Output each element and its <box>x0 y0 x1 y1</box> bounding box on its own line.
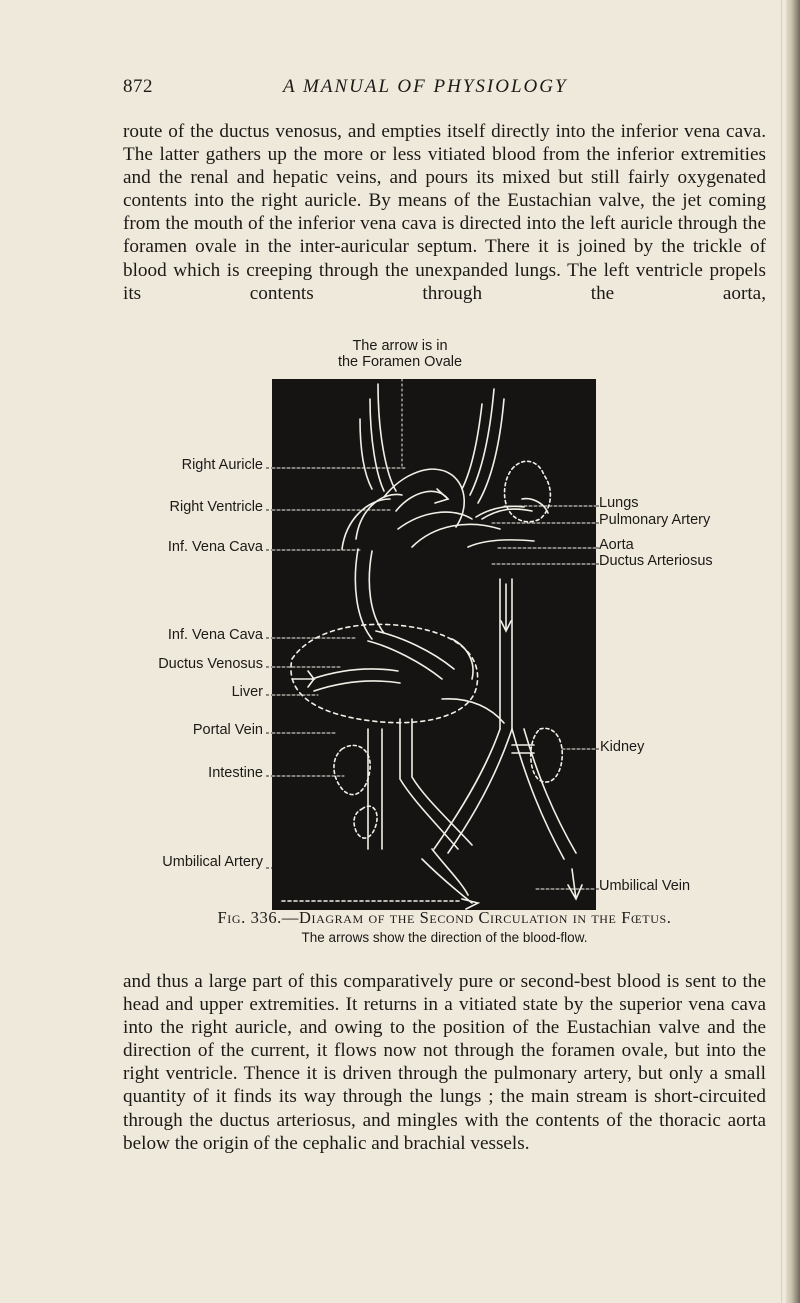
kidney-outline <box>531 728 563 782</box>
label-liver: Liver <box>231 684 263 700</box>
running-head <box>123 76 763 102</box>
umbilical-artery-path-2 <box>432 849 468 895</box>
sup-vena-cava-left <box>360 419 372 489</box>
right-auricle-outline <box>384 469 464 527</box>
circulation-diagram-svg <box>272 379 596 910</box>
label-intestine: Intestine <box>208 765 263 781</box>
ductus-venosus-upper <box>368 641 442 679</box>
label-kidney: Kidney <box>600 739 645 755</box>
intestine-outline-2 <box>354 806 377 838</box>
aorta-desc-top <box>468 540 534 547</box>
pulmonary-artery-path <box>398 512 472 529</box>
figure-336 <box>0 338 800 958</box>
umbilical-artery-path <box>422 859 472 903</box>
iliac-left-1 <box>400 719 458 849</box>
iliac-right-1 <box>512 729 564 859</box>
lung-outline <box>505 461 551 521</box>
book-title: A MANUAL OF PHYSIOLOGY <box>283 76 568 97</box>
top-caption-line-1: The arrow is in <box>352 338 448 354</box>
label-pulmonary-artery: Pulmonary Artery <box>599 512 711 528</box>
ductus-venosus-lower <box>376 631 454 669</box>
iliac-cross-2 <box>448 729 512 853</box>
inf-vena-cava-right <box>369 551 384 633</box>
portal-vein-upper <box>312 669 398 679</box>
aorta-arch-left <box>462 404 482 489</box>
label-right-ventricle: Right Ventricle <box>169 499 263 515</box>
portal-vein-lower <box>314 681 400 691</box>
umbilical-vein-liver <box>442 699 504 723</box>
liver-outline <box>291 624 478 722</box>
top-caption-line-2: the Foramen Ovale <box>337 354 463 370</box>
paragraph-1: route of the ductus venosus, and empties itself directly into the inferior vena cava. The latter gathers up the more or less vitiated blood from the inferior extremities and the renal and hepatic veins, and pours its mixed but still fairly oxygenated contents into the right auricle. By means of the Eustachian valve, the jet coming from the mouth of the inferior vena cava is directed into the left auricle through the foramen ovale in the inter-auricular septum. There it is joined by the trickle of blood which is creeping through the unexpanded lungs. The left ventricle propels its contents through the aorta, <box>123 121 766 304</box>
figure-subcaption: The arrows show the direction of the blood-flow. <box>301 930 588 945</box>
iliac-left-2 <box>412 719 472 845</box>
right-ventricle-outer <box>342 499 390 549</box>
label-portal-vein: Portal Vein <box>192 722 263 738</box>
figure-caption: Fig. 336.—Diagram of the Second Circulation in the Fœtus. <box>217 908 672 927</box>
label-lungs: Lungs <box>599 495 639 511</box>
label-ductus-venosus: Ductus Venosus <box>158 656 263 672</box>
label-aorta: Aorta <box>599 537 634 553</box>
hepatic-vessel <box>452 639 473 679</box>
umbilical-vein-arrow <box>568 869 582 899</box>
circulation-diagram <box>272 379 596 910</box>
label-ductus-arteriosus: Ductus Arteriosus <box>599 553 713 569</box>
label-right-auricle: Right Auricle <box>181 457 263 473</box>
label-inf-vena-cava-lower: Inf. Vena Cava <box>167 627 263 643</box>
sup-vena-cava-right <box>378 384 396 491</box>
intestine-outline-1 <box>334 745 370 794</box>
label-umbilical-artery: Umbilical Artery <box>162 854 263 870</box>
iliac-cross-1 <box>434 729 500 849</box>
label-umbilical-vein: Umbilical Vein <box>599 878 691 894</box>
label-inf-vena-cava-upper: Inf. Vena Cava <box>167 539 263 555</box>
paragraph-2: and thus a large part of this comparatively pure or second-best blood is sent to the head and upper extremities. It returns in a vitiated state by the superior vena cava into the right auricle, and owing to the position of the Eustachian valve and the direction of the current, it flows now not through the foramen ovale, but into the right ventricle. Thence it is driven through the pulmonary artery, but only a small quantity of it finds its way through the lungs ; the main stream is short-circuited through the ductus arteriosus, and mingles with the contents of the thoracic aorta below the origin of the cephalic and brachial vessels. <box>123 971 766 1154</box>
portal-arrow <box>292 671 314 687</box>
page-number: 872 <box>123 76 153 97</box>
